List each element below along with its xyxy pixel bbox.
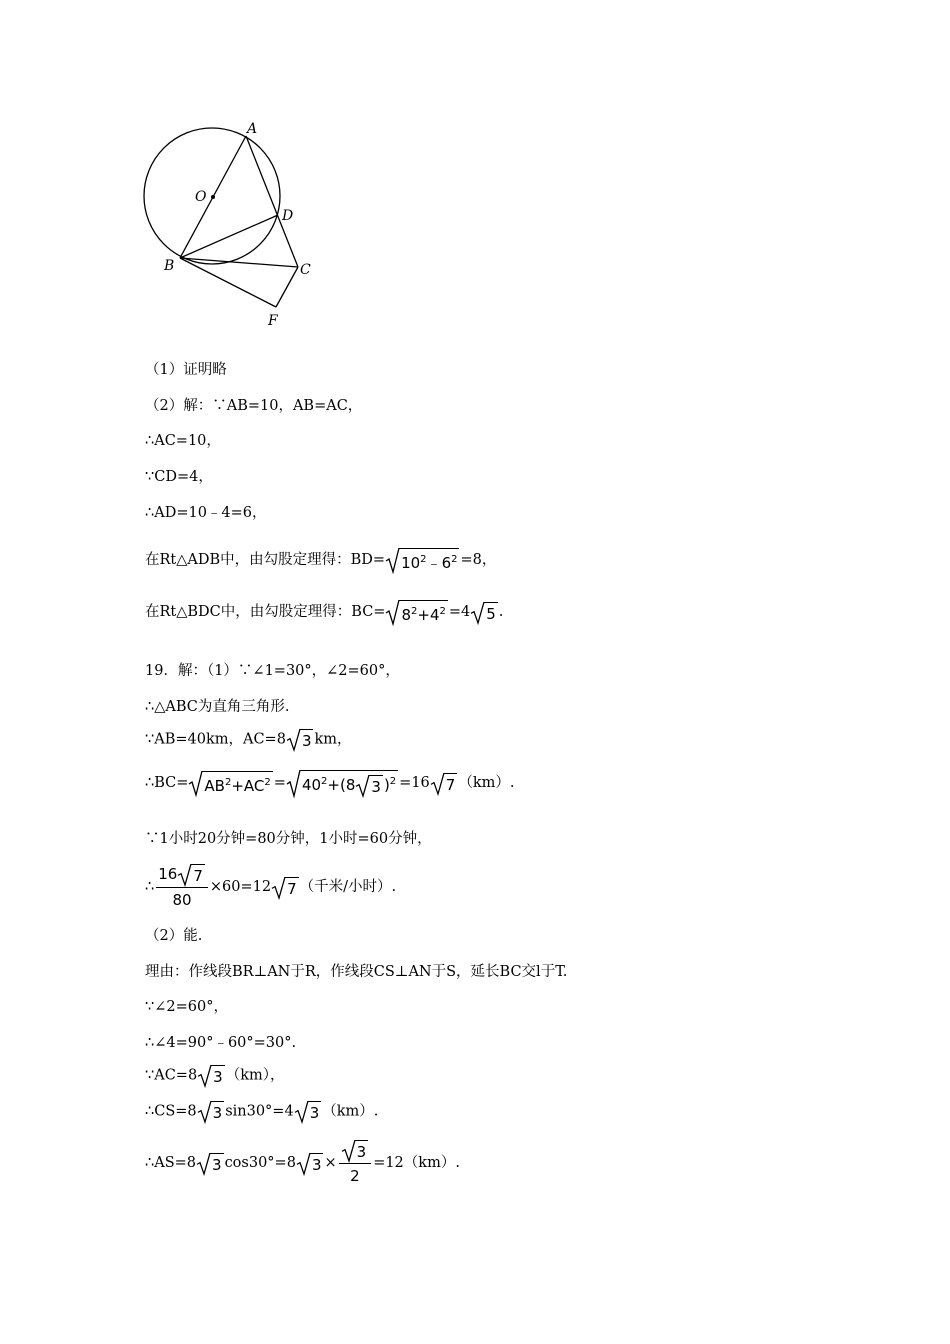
segment-ac bbox=[246, 136, 298, 267]
text-line: ∴AC=10， bbox=[145, 433, 221, 449]
radicand: AB bbox=[204, 777, 225, 795]
math-line bbox=[145, 864, 396, 910]
radical: $AB^2+AC^2$ bbox=[189, 771, 272, 795]
label-o: O bbox=[195, 189, 207, 205]
text-segment: =4 bbox=[448, 604, 471, 620]
math-line bbox=[145, 729, 352, 750]
text-line: ∴∠4=90°﹣60°=30°. bbox=[145, 1035, 297, 1051]
text-segment: ∴AS=8 bbox=[145, 1155, 197, 1171]
radicand: 3 bbox=[211, 1065, 225, 1086]
text-segment: ∵AC=8 bbox=[145, 1067, 198, 1084]
math-line bbox=[145, 600, 503, 624]
text-segment: ∵AB=40km，AC=8 bbox=[145, 731, 286, 748]
text-segment: （km）， bbox=[225, 1067, 285, 1084]
label-d: D bbox=[282, 208, 294, 224]
radicand: 3 bbox=[210, 1153, 224, 1174]
center-point-o bbox=[211, 195, 215, 199]
radicand: 40 bbox=[301, 776, 322, 794]
radical bbox=[431, 773, 458, 794]
label-a: A bbox=[247, 121, 258, 137]
denominator: 2 bbox=[350, 1167, 360, 1185]
text-segment: =8， bbox=[460, 552, 497, 568]
radicand: 7 bbox=[444, 773, 458, 794]
text-line: 19．解：（1）∵∠1=30°，∠2=60°， bbox=[145, 663, 400, 679]
radical bbox=[272, 877, 299, 898]
radicand: 3 bbox=[308, 1101, 322, 1122]
radicand: 3 bbox=[369, 775, 383, 796]
text-line: （1）证明略 bbox=[145, 362, 227, 378]
fraction bbox=[156, 864, 208, 910]
radical bbox=[471, 602, 498, 623]
radical bbox=[356, 775, 383, 796]
segment-bd bbox=[180, 215, 278, 258]
radical bbox=[287, 729, 314, 750]
text-segment: 在Rt△BDC中，由勾股定理得：BC= bbox=[145, 604, 386, 620]
text-line: （2）能. bbox=[145, 928, 203, 944]
text-segment: （千米/小时）. bbox=[299, 879, 397, 895]
radical: $10^2﹣6^2$ bbox=[386, 548, 459, 572]
text-line: ∵1小时20分钟=80分钟，1小时=60分钟， bbox=[145, 831, 432, 847]
denominator: 80 bbox=[172, 891, 192, 909]
label-b: B bbox=[164, 258, 175, 274]
segment-bf bbox=[180, 258, 276, 307]
radicand: AC bbox=[243, 777, 265, 795]
text-segment: （km）. bbox=[322, 1103, 379, 1120]
fraction bbox=[339, 1140, 372, 1186]
text-segment: =16 bbox=[399, 775, 430, 791]
radicand: (8 bbox=[339, 776, 356, 794]
math-line bbox=[145, 770, 514, 796]
text-segment: ∴BC= bbox=[145, 775, 189, 791]
text-segment: km， bbox=[314, 731, 352, 748]
math-line bbox=[145, 548, 496, 572]
radicand: 6 bbox=[441, 554, 452, 572]
radicand: 5 bbox=[484, 602, 498, 623]
text-segment: ×60=12 bbox=[209, 879, 272, 895]
label-c: C bbox=[300, 262, 311, 278]
text-segment: 在Rt△ADB中，由勾股定理得：BD= bbox=[145, 552, 386, 568]
numerator: 16 bbox=[158, 865, 178, 883]
text-line: 理由：作线段BR⊥AN于R，作线段CS⊥AN于S，延长BC交l于T. bbox=[145, 964, 568, 980]
radicand: ) bbox=[383, 776, 390, 794]
text-segment: ∴CS=8 bbox=[145, 1103, 197, 1120]
text-line: ∵∠2=60°， bbox=[145, 999, 228, 1015]
radicand: 3 bbox=[355, 1140, 369, 1161]
text-segment: ∴ bbox=[145, 879, 155, 895]
radicand: 4 bbox=[429, 606, 440, 624]
radical bbox=[198, 1101, 225, 1122]
label-f: F bbox=[268, 313, 278, 329]
text-segment: × bbox=[324, 1155, 337, 1171]
radicand: 7 bbox=[191, 864, 205, 885]
radical bbox=[295, 1101, 322, 1122]
radical: $40^2+(8$ 3 )$^2$ bbox=[287, 770, 398, 796]
radical bbox=[197, 1153, 224, 1174]
text-line: （2）解：∵AB=10，AB=AC， bbox=[145, 398, 363, 414]
radicand: 3 bbox=[211, 1101, 225, 1122]
radicand: 8 bbox=[401, 606, 411, 624]
radical bbox=[342, 1140, 369, 1161]
radicand: 3 bbox=[300, 729, 314, 750]
radical bbox=[297, 1153, 324, 1174]
text-segment: sin30°=4 bbox=[225, 1103, 294, 1120]
geometry-figure bbox=[130, 112, 340, 334]
radical bbox=[198, 1065, 225, 1086]
radical: $8^2+4^2$ bbox=[386, 600, 447, 624]
radical bbox=[178, 864, 205, 885]
text-line: ∵CD=4， bbox=[145, 469, 213, 485]
text-segment: . bbox=[498, 604, 504, 620]
segment-cf bbox=[276, 267, 298, 307]
text-line: ∴△ABC为直角三角形. bbox=[145, 699, 290, 715]
text-segment: =12（km）. bbox=[373, 1155, 460, 1171]
text-segment: = bbox=[273, 775, 286, 791]
radicand: 7 bbox=[285, 877, 299, 898]
text-segment: （km）. bbox=[458, 775, 515, 791]
radicand: 10 bbox=[401, 554, 421, 572]
math-line bbox=[145, 1101, 378, 1122]
math-line bbox=[145, 1140, 460, 1186]
text-segment: cos30°=8 bbox=[224, 1155, 296, 1171]
radicand: 3 bbox=[310, 1153, 324, 1174]
text-line: ∴AD=10﹣4=6， bbox=[145, 505, 267, 521]
math-line bbox=[145, 1065, 285, 1086]
